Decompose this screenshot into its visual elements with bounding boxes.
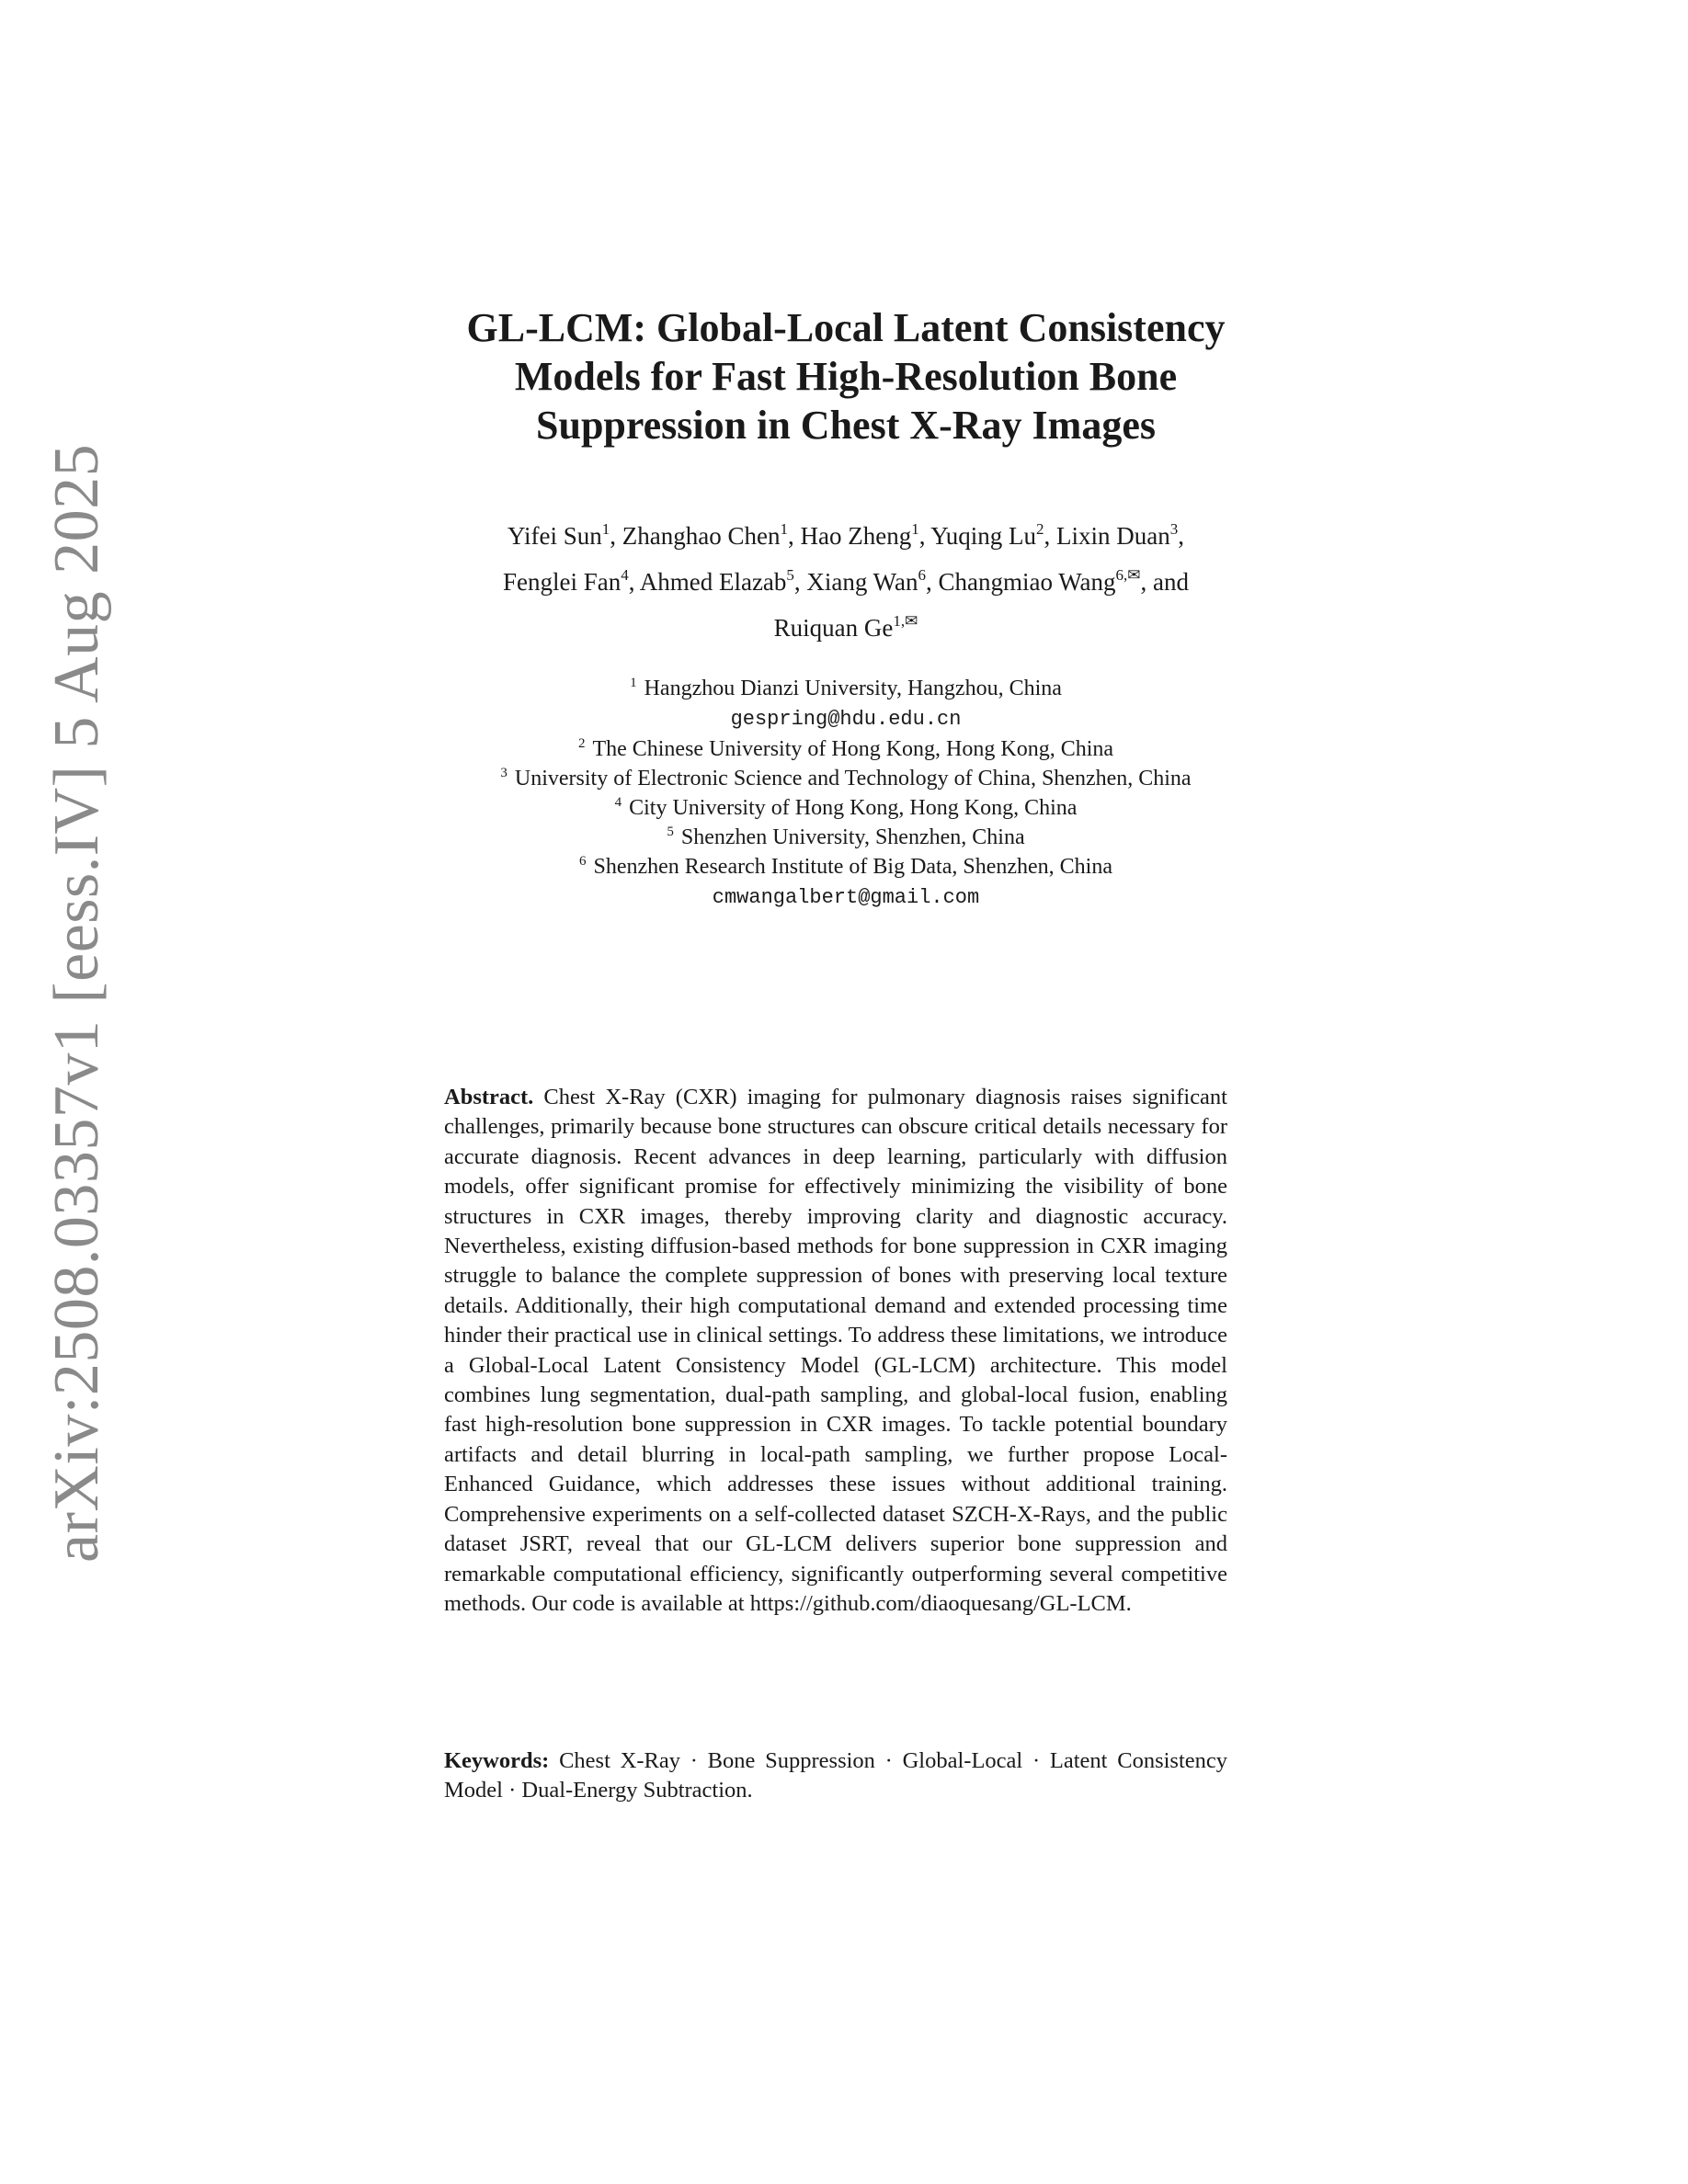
title-line: GL-LCM: Global-Local Latent Consistency	[466, 305, 1226, 350]
keywords-text: Chest X-Ray · Bone Suppression · Global-Local · Latent Consistency Model · Dual-Energy Subtraction.	[444, 1748, 1228, 1803]
affiliation-email[interactable]	[386, 703, 1306, 734]
affiliation-item	[386, 793, 1306, 823]
author-conjunction: and	[1153, 568, 1190, 596]
affiliation-item	[386, 674, 1306, 703]
author-name: Fenglei Fan	[502, 568, 622, 596]
author-affiliation-mark: 1,✉	[893, 612, 918, 630]
keywords	[444, 1746, 1227, 1806]
author-name: Ruiquan Ge	[773, 614, 894, 642]
abstract	[444, 1083, 1227, 1619]
title-line: Models for Fast High-Resolution Bone	[514, 354, 1178, 399]
author-affiliation-mark: 5	[786, 566, 794, 584]
affiliation-number: 1	[630, 676, 637, 690]
affiliation-number: 6	[578, 854, 587, 869]
author-name: Changmiao Wang	[938, 568, 1116, 596]
author-name: Hao Zheng	[800, 522, 912, 550]
author-affiliation-mark: 6	[918, 566, 926, 584]
author-affiliation-mark: 1	[911, 520, 919, 538]
author-name: Ahmed Elazab	[639, 568, 787, 596]
affiliation-text: University of Electronic Science and Technology of China, Shenzhen, China	[514, 767, 1192, 791]
affiliation-number: 5	[667, 825, 674, 839]
paper-title	[386, 303, 1306, 449]
affiliation-list	[386, 674, 1306, 913]
affiliation-email[interactable]	[386, 882, 1306, 913]
author-affiliation-mark: 1	[601, 520, 610, 538]
keywords-label: Keywords:	[444, 1748, 550, 1773]
author-name: Lixin Duan	[1055, 522, 1170, 550]
author-line: Yifei Sun$^1$, Zhanghao Chen$^1$, Hao Zheng$^1$, Yuqing Lu$^2$, Lixin Duan$^3$,	[508, 520, 1184, 550]
email-link[interactable]: cmwangalbert@gmail.com	[712, 886, 980, 909]
affiliation-item	[386, 852, 1306, 882]
author-name: Zhanghao Chen	[622, 522, 781, 550]
affiliation-text: Shenzhen Research Institute of Big Data, Shenzhen, China	[593, 855, 1112, 879]
email-link[interactable]: gespring@hdu.edu.cn	[730, 708, 962, 731]
abstract-text: Chest X-Ray (CXR) imaging for pulmonary diagnosis raises significant challenges, primarily because bone structures can obscure critical details necessary for accurate diagnosis. Recent advances in deep learning, particularly with diffusion models, offer significant promise for effectively minimizing the visibility of bone structures in CXR images, thereby improving clarity and diagnostic accuracy. Nevertheless, existing diffusion-based methods for bone suppression in CXR imaging struggle to balance the complete suppression of bones with preserving local texture details. Additionally, their high computational demand and extended processing time hinder their practical use in clinical settings. To address these limitations, we introduce a Global-Local Latent Consistency Model (GL-LCM) architecture. This model combines lung segmentation, dual-path sampling, and global-local fusion, enabling fast high-resolution bone suppression in CXR images. To tackle potential boundary artifacts and detail blurring in local-path sampling, we further propose Local-Enhanced Guidance, which addresses these issues without additional training. Comprehensive experiments on a self-collected dataset SZCH-X-Rays, and the public dataset JSRT, reveal that our GL-LCM delivers superior bone suppression and remarkable computational efficiency, significantly outperforming several competitive methods. Our code is available at https://github.com/diaoquesang/GL-LCM.	[444, 1085, 1227, 1616]
affiliation-text: Hangzhou Dianzi University, Hangzhou, China	[644, 677, 1062, 700]
affiliation-number: 4	[614, 795, 622, 810]
author-line: Fenglei Fan$^4$, Ahmed Elazab$^5$, Xiang Wan$^6$, Changmiao Wang$^{6,✉}$, and	[502, 566, 1190, 596]
author-affiliation-mark: 1	[780, 520, 788, 538]
abstract-label: Abstract.	[444, 1085, 534, 1109]
author-line	[386, 605, 1306, 651]
affiliation-text: The Chinese University of Hong Kong, Hong Kong, China	[592, 737, 1114, 761]
author-affiliation-mark: 3	[1169, 520, 1179, 538]
author-affiliation-mark: 2	[1035, 520, 1044, 538]
affiliation-text: Shenzhen University, Shenzhen, China	[680, 825, 1025, 849]
author-name: Xiang Wan	[806, 568, 918, 596]
affiliation-item	[386, 823, 1306, 852]
title-line: Suppression in Chest X-Ray Images	[536, 403, 1156, 448]
affiliation-number: 2	[577, 736, 586, 751]
author-name: Yifei Sun	[508, 522, 602, 550]
affiliation-item	[386, 764, 1306, 793]
author-name: Yuqing Lu	[930, 522, 1036, 550]
author-affiliation-mark: 4	[621, 566, 629, 584]
arxiv-identifier: arXiv:2508.03357v1 [eess.IV] 5 Aug 2025	[41, 443, 112, 1563]
affiliation-item	[386, 734, 1306, 764]
affiliation-text: City University of Hong Kong, Hong Kong, China	[629, 796, 1078, 820]
author-affiliation-mark: 6,✉	[1115, 566, 1141, 584]
author-list	[386, 513, 1306, 651]
affiliation-number: 3	[500, 766, 508, 780]
